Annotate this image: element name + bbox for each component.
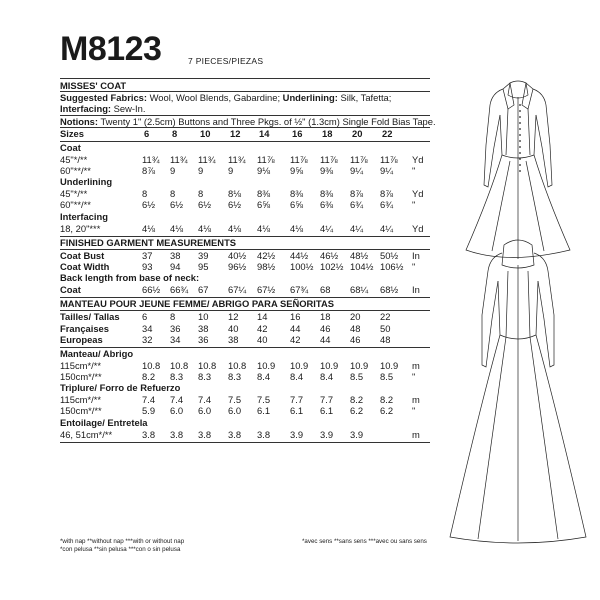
size-cell: 16 (292, 127, 303, 139)
table-cell: 10.8 (228, 359, 247, 371)
interfacing-heading: Interfacing (60, 210, 108, 222)
sizes-row: Sizes 6 8 10 12 14 16 18 20 22 (60, 127, 393, 139)
table-cell: 11⅞ (350, 153, 368, 165)
table-cell: 18 (320, 311, 331, 323)
table-cell: 16 (290, 311, 301, 323)
row-label: 46, 51cm*/** (60, 428, 113, 440)
table-cell: 4¼ (320, 222, 334, 234)
unit-cell: " (412, 199, 416, 211)
table-cell: 8.4 (320, 371, 334, 383)
table-cell: 6⅝ (257, 199, 271, 211)
table-cell: 34 (170, 333, 181, 345)
manteau-meters (60, 360, 430, 382)
table-cell: 11⅞ (380, 153, 398, 165)
table-row (60, 334, 430, 345)
table-cell: 6⅜ (320, 199, 334, 211)
table-cell: 8.2 (142, 371, 156, 383)
table-cell: 40 (228, 322, 239, 334)
row-label: Tailles/ Tallas (60, 311, 120, 323)
unit-cell: " (412, 260, 416, 272)
table-cell: 10 (198, 311, 209, 323)
table-cell: 3.9 (290, 428, 304, 440)
row-label: Coat Bust (60, 249, 105, 261)
table-cell: 9 (170, 165, 176, 176)
table-cell: 100½ (290, 260, 314, 272)
unit-cell: " (412, 405, 416, 417)
table-cell: 46½ (320, 249, 339, 261)
table-cell: 6.2 (350, 405, 364, 417)
table-cell: 9¼ (350, 165, 364, 176)
table-cell: 8⅜ (257, 188, 271, 200)
size-cell: 18 (322, 127, 333, 139)
table-row (60, 188, 430, 199)
table-cell: 6¾ (380, 199, 394, 211)
table-cell: 68½ (380, 284, 399, 296)
table-cell: 8⅞ (350, 188, 364, 200)
table-cell: 8 (170, 188, 176, 200)
table-cell: 11¾ (170, 153, 188, 165)
table-cell: 44 (290, 322, 301, 334)
table-cell: 8⅛ (228, 188, 242, 200)
table-cell: 48 (350, 322, 361, 334)
table-row (60, 165, 430, 176)
table-row (60, 154, 430, 165)
table-cell: 42½ (257, 249, 276, 261)
underlining-yardage (60, 188, 430, 210)
table-cell: 4¼ (380, 222, 394, 234)
table-cell: 48½ (350, 249, 369, 261)
table-cell: 39 (198, 249, 209, 261)
table-cell: 10.9 (290, 359, 309, 371)
table-cell: 8⅜ (290, 188, 304, 200)
unit-cell: m (412, 359, 420, 371)
table-cell: 10.9 (257, 359, 276, 371)
unit-cell: Yd (412, 153, 424, 165)
pieces-count: 7 PIECES/PIEZAS (188, 56, 264, 66)
table-cell: 38 (170, 249, 181, 261)
entoilage-heading: Entoilage/ Entretela (60, 416, 148, 428)
table-cell: 6 (142, 311, 148, 323)
table-cell: 6½ (228, 199, 242, 211)
table-cell: 6.0 (170, 405, 184, 417)
table-cell: 6.1 (257, 405, 271, 417)
table-cell: 10.8 (170, 359, 189, 371)
entoilage-meters (60, 429, 430, 440)
coat-heading: Coat (60, 141, 81, 153)
table-cell: 8.4 (257, 371, 271, 383)
finished-heading: FINISHED GARMENT MEASUREMENTS (60, 236, 237, 248)
table-cell: 66¾ (170, 284, 189, 296)
table-cell: 8 (170, 311, 176, 323)
table-cell: 46 (320, 322, 331, 334)
table-cell: 6½ (170, 199, 184, 211)
table-cell: 7.5 (257, 394, 271, 406)
size-cell: 8 (172, 127, 178, 139)
table-cell: 36 (170, 322, 181, 334)
table-cell: 8⅞ (142, 165, 156, 176)
row-label: 18, 20"*** (60, 222, 101, 234)
size-cell: 10 (200, 127, 211, 139)
back-length (60, 284, 430, 295)
table-cell: 93 (142, 260, 153, 272)
footnote-spanish: *con pelusa **sin pelusa ***con o sin pelusa (60, 546, 181, 553)
size-cell: 14 (259, 127, 270, 139)
row-label: 115cm*/** (60, 394, 101, 406)
table-cell: 6.0 (198, 405, 212, 417)
table-cell: 3.9 (320, 428, 334, 440)
spanish-heading: MANTEAU POUR JEUNE FEMME/ ABRIGO PARA SEÑORITAS (60, 298, 334, 310)
table-cell: 8 (198, 188, 204, 200)
table-cell: 98½ (257, 260, 276, 272)
table-cell: 67½ (257, 284, 276, 296)
garment-title: MISSES' COAT (60, 80, 127, 91)
table-cell: 6.0 (228, 405, 242, 417)
table-cell: 67¼ (228, 284, 247, 296)
table-cell: 3.8 (170, 428, 184, 440)
table-cell: 11⅞ (257, 153, 275, 165)
table-cell: 7.4 (170, 394, 184, 406)
triplure-meters (60, 394, 430, 416)
table-cell: 11¾ (228, 153, 246, 165)
table-cell: 38 (198, 322, 209, 334)
size-cell: 20 (352, 127, 363, 139)
table-cell: 40 (257, 333, 268, 345)
unit-cell: " (412, 165, 416, 176)
unit-cell: Yd (412, 222, 424, 234)
table-cell: 5.9 (142, 405, 156, 417)
table-cell: 6.1 (290, 405, 304, 417)
table-cell: 14 (257, 311, 268, 323)
table-row (60, 250, 430, 261)
table-cell: 10.9 (380, 359, 399, 371)
table-cell: 46 (350, 333, 361, 345)
table-cell: 8.3 (198, 371, 212, 383)
table-cell: 8⅞ (380, 188, 394, 200)
size-cell: 6 (144, 127, 150, 139)
table-cell: 6⅝ (290, 199, 304, 211)
table-row (60, 323, 430, 334)
table-cell: 68¼ (350, 284, 369, 296)
table-cell: 106½ (380, 260, 404, 272)
table-cell: 7.5 (228, 394, 242, 406)
table-cell: 4⅛ (142, 222, 156, 234)
underlining-heading: Underlining (60, 176, 113, 188)
table-cell: 4¼ (350, 222, 364, 234)
table-cell: 50½ (380, 249, 399, 261)
size-cell: 22 (382, 127, 393, 139)
table-cell: 3.9 (350, 428, 364, 440)
table-cell: 4⅛ (198, 222, 212, 234)
table-row (60, 311, 430, 322)
table-row (60, 394, 430, 405)
garment-illustrations (448, 75, 588, 545)
row-label: 150cm*/** (60, 371, 102, 383)
footnote-french: *avec sens **sans sens ***avec ou sans sens (302, 538, 427, 545)
table-cell: 11⅞ (290, 153, 308, 165)
table-cell: 102½ (320, 260, 344, 272)
back-length-heading: Back length from base of neck: (60, 272, 200, 284)
table-row (60, 429, 430, 440)
table-cell: 37 (142, 249, 153, 261)
table-cell: 7.4 (142, 394, 156, 406)
table-cell: 6½ (198, 199, 212, 211)
back-view-illustration (450, 240, 586, 543)
front-view-illustration (466, 81, 570, 259)
table-cell: 40½ (228, 249, 247, 261)
table-cell: 20 (350, 311, 361, 323)
table-cell: 48 (380, 333, 391, 345)
table-cell: 8.3 (228, 371, 242, 383)
table-cell: 7.4 (198, 394, 212, 406)
interfacing-line: Interfacing: Sew-In. (60, 103, 146, 115)
table-cell: 50 (380, 322, 391, 334)
table-cell: 22 (380, 311, 391, 323)
table-cell: 9¼ (380, 165, 394, 176)
table-cell: 9⅜ (320, 165, 334, 176)
table-cell: 68 (320, 284, 331, 296)
table-cell: 11¾ (142, 153, 160, 165)
table-cell: 6.1 (320, 405, 334, 417)
table-cell: 11¾ (198, 153, 216, 165)
table-cell: 66½ (142, 284, 161, 296)
row-label: 150cm*/** (60, 405, 102, 417)
table-row (60, 223, 430, 234)
table-cell: 8.3 (170, 371, 184, 383)
table-cell: 94 (170, 260, 181, 272)
finished-measurements (60, 250, 430, 272)
suggested-fabrics: Suggested Fabrics: Wool, Wool Blends, Gabardine; Underlining: Silk, Tafetta; (60, 92, 392, 104)
triplure-heading: Triplure/ Forro de Refuerzo (60, 382, 181, 394)
table-cell: 9⅛ (257, 165, 271, 176)
unit-cell: In (412, 284, 420, 296)
unit-cell: m (412, 428, 420, 440)
table-cell: 38 (228, 333, 239, 345)
table-cell: 9⅝ (290, 165, 304, 176)
table-cell: 6¾ (350, 199, 364, 211)
unit-cell: " (412, 371, 416, 383)
table-cell: 8 (142, 188, 148, 200)
table-cell: 42 (257, 322, 268, 334)
table-cell: 10.9 (320, 359, 339, 371)
table-cell: 4⅛ (290, 222, 304, 234)
unit-cell: Yd (412, 188, 424, 200)
row-label: Coat (60, 284, 81, 296)
table-cell: 67¾ (290, 284, 309, 296)
table-cell: 10.8 (198, 359, 217, 371)
table-cell: 7.7 (290, 394, 304, 406)
pattern-number: M8123 (60, 30, 162, 68)
table-cell: 32 (142, 333, 153, 345)
table-cell: 34 (142, 322, 153, 334)
coat-yardage (60, 154, 430, 176)
table-cell: 44 (320, 333, 331, 345)
table-row (60, 199, 430, 210)
envelope-back-table (60, 78, 436, 443)
row-label: 115cm*/** (60, 359, 101, 371)
table-row (60, 261, 430, 272)
table-cell: 8.2 (350, 394, 364, 406)
table-cell: 42 (290, 333, 301, 345)
table-cell: 4⅛ (228, 222, 242, 234)
row-label: Françaises (60, 322, 109, 334)
table-cell: 3.8 (142, 428, 156, 440)
table-cell: 6½ (142, 199, 156, 211)
table-cell: 10.8 (142, 359, 161, 371)
spanish-sizes (60, 311, 430, 345)
table-cell: 3.8 (228, 428, 242, 440)
table-cell: 3.8 (198, 428, 212, 440)
table-cell: 36 (198, 333, 209, 345)
size-cell: 12 (230, 127, 241, 139)
table-cell: 12 (228, 311, 239, 323)
table-cell: 67 (198, 284, 209, 296)
unit-cell: m (412, 394, 420, 406)
table-cell: 104½ (350, 260, 374, 272)
table-cell: 8.4 (290, 371, 304, 383)
table-cell: 9 (198, 165, 204, 176)
table-cell: 44½ (290, 249, 309, 261)
unit-cell: In (412, 249, 420, 261)
table-cell: 6.2 (380, 405, 394, 417)
table-row (60, 284, 430, 295)
notions-line: Notions: Twenty 1" (2.5cm) Buttons and Three Pkgs. of ½" (1.3cm) Single Fold Bias Tape. (60, 115, 436, 127)
row-label: Europeas (60, 333, 103, 345)
table-cell: 7.7 (320, 394, 334, 406)
table-cell: 11⅞ (320, 153, 338, 165)
table-cell: 3.8 (257, 428, 271, 440)
row-label: 45"*/** (60, 153, 88, 165)
table-cell: 8.5 (380, 371, 394, 383)
row-label: 45"*/** (60, 188, 88, 200)
row-label: Coat Width (60, 260, 110, 272)
table-cell: 8.5 (350, 371, 364, 383)
table-cell: 96½ (228, 260, 247, 272)
table-cell: 8⅜ (320, 188, 334, 200)
table-cell: 4⅛ (170, 222, 184, 234)
table-cell: 8.2 (380, 394, 394, 406)
table-cell: 4⅛ (257, 222, 271, 234)
table-row (60, 360, 430, 371)
table-cell: 10.9 (350, 359, 369, 371)
table-row (60, 405, 430, 416)
table-row (60, 371, 430, 382)
table-cell: 9 (228, 165, 234, 176)
table-cell: 95 (198, 260, 209, 272)
row-label: 60"**/** (60, 165, 91, 176)
manteau-heading: Manteau/ Abrigo (60, 347, 134, 359)
interfacing-yardage (60, 223, 430, 234)
row-label: 60"**/** (60, 199, 91, 211)
footnote-english: *with nap **without nap ***with or without nap (60, 538, 185, 545)
